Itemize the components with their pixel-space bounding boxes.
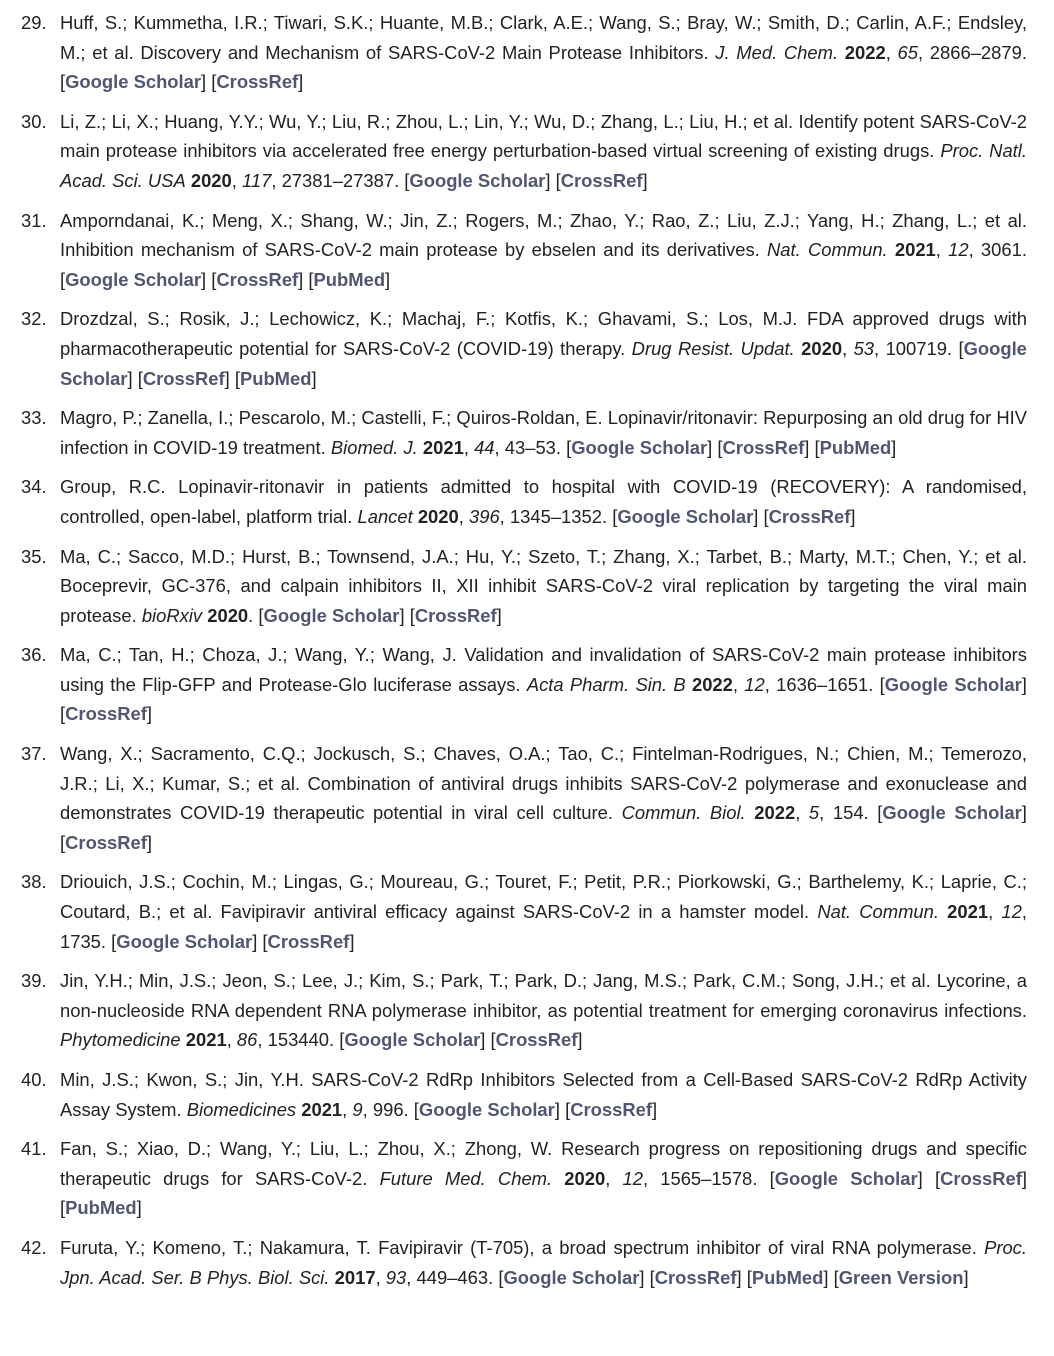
google-scholar-link[interactable]: Google Scholar xyxy=(65,268,202,290)
reference-pages: 996. xyxy=(372,1098,409,1120)
crossref-link[interactable]: CrossRef xyxy=(560,169,643,191)
reference-journal: Future Med. Chem. xyxy=(379,1167,553,1189)
reference-authors-title: Jin, Y.H.; Min, J.S.; Jeon, S.; Lee, J.; Kim, S.; Park, T.; Park, D.; Jang, M.S.; Park, C.M.; Song, J.H.; et al. Lycorine, a non-nucleoside RNA dependent RNA polymerase inhibitor, as potential treatment for emerging coronavirus infections. xyxy=(60,970,1027,1021)
reference-authors-title: Ma, C.; Sacco, M.D.; Hurst, B.; Townsend, J.A.; Hu, Y.; Szeto, T.; Zhang, X.; Tarbet, B.; Marty, M.T.; Chen, Y.; et al. Boceprevir, GC-376, and calpain inhibitors II, XII inhibit SARS-CoV-2 viral replication by targeting the viral main protease. xyxy=(60,545,1027,626)
reference-volume: 12 xyxy=(622,1167,643,1189)
reference-item xyxy=(21,304,1027,393)
reference-authors-title: Li, Z.; Li, X.; Huang, Y.Y.; Wu, Y.; Liu, R.; Zhou, L.; Lin, Y.; Wu, D.; Zhang, L.; Liu, H.; et al. Identify potent SARS-CoV-2 main protease inhibitors via accelerated free energy perturbation-based virtual screening of existing drugs. xyxy=(60,110,1027,162)
google-scholar-link[interactable]: Google Scholar xyxy=(409,169,546,191)
google-scholar-link[interactable]: Google Scholar xyxy=(116,930,253,952)
reference-text: Ma, C.; Tan, H.; Choza, J.; Wang, Y.; Wang, J. Validation and invalidation of SARS-CoV-2 main protease inhibitors using the Flip-GFP and Protease-Glo luciferase assays. Acta Pharm. Sin. B 2022, 12, 1636–1651. [Google Scholar] [CrossRef] xyxy=(60,644,1027,725)
reference-year: 2022 xyxy=(691,673,733,695)
reference-number: 31. xyxy=(21,209,47,231)
reference-volume: 5 xyxy=(808,802,820,824)
pubmed-link[interactable]: PubMed xyxy=(751,1266,824,1288)
google-scholar-link[interactable]: Google Scholar xyxy=(617,505,754,527)
reference-year: 2020 xyxy=(564,1167,606,1189)
crossref-link[interactable]: CrossRef xyxy=(65,703,147,725)
reference-year: 2021 xyxy=(301,1098,343,1120)
green-version-link[interactable]: Green Version xyxy=(838,1266,964,1288)
reference-year: 2022 xyxy=(844,41,886,63)
reference-number: 40. xyxy=(21,1069,47,1090)
crossref-link[interactable]: CrossRef xyxy=(414,604,497,626)
reference-pages: 154. xyxy=(832,802,869,824)
reference-volume: 396 xyxy=(468,505,500,527)
crossref-link[interactable]: CrossRef xyxy=(768,505,851,527)
reference-item xyxy=(21,206,1027,295)
reference-number: 41. xyxy=(21,1138,47,1160)
reference-item xyxy=(21,1134,1027,1223)
crossref-link[interactable]: CrossRef xyxy=(216,268,299,290)
reference-text: Fan, S.; Xiao, D.; Wang, Y.; Liu, L.; Zhou, X.; Zhong, W. Research progress on repositioning drugs and specific therapeutic drugs for SARS-CoV-2. Future Med. Chem. 2020, 12, 1565–1578. [Google Scholar] [CrossRef] [PubMed] xyxy=(60,1138,1027,1219)
crossref-link[interactable]: CrossRef xyxy=(65,831,147,853)
crossref-link[interactable]: CrossRef xyxy=(722,436,805,458)
reference-text: Huff, S.; Kummetha, I.R.; Tiwari, S.K.; Huante, M.B.; Clark, A.E.; Wang, S.; Bray, W.; Smith, D.; Carlin, A.F.; Endsley, M.; et al. Discovery and Mechanism of SARS-CoV-2 Main Protease Inhibitors. J. Med. Chem. 2022, 65, 2866–2879. [Google Scholar] [CrossRef] xyxy=(60,12,1027,93)
google-scholar-link[interactable]: Google Scholar xyxy=(344,1029,481,1051)
crossref-link[interactable]: CrossRef xyxy=(216,71,299,93)
reference-number: 39. xyxy=(21,970,47,992)
google-scholar-link[interactable]: Google Scholar xyxy=(884,673,1022,695)
reference-volume: 12 xyxy=(1001,901,1022,923)
reference-item xyxy=(21,542,1027,631)
crossref-link[interactable]: CrossRef xyxy=(267,930,350,952)
reference-pages: 100719. xyxy=(885,337,953,359)
reference-volume: 65 xyxy=(897,41,918,63)
reference-volume: 44 xyxy=(474,436,495,458)
reference-authors-title: Ma, C.; Tan, H.; Choza, J.; Wang, Y.; Wang, J. Validation and invalidation of SARS-CoV-2 main protease inhibitors using the Flip-GFP and Protease-Glo luciferase assays. xyxy=(60,644,1027,695)
reference-year: 2021 xyxy=(185,1029,227,1051)
reference-authors-title: Driouich, J.S.; Cochin, M.; Lingas, G.; Moureau, G.; Touret, F.; Petit, P.R.; Piorkowski, G.; Barthelemy, K.; Laprie, C.; Coutard, B.; et al. Favipiravir antiviral efficacy against SARS-CoV-2 in a hamster model. xyxy=(60,871,1027,923)
reference-text: Magro, P.; Zanella, I.; Pescarolo, M.; Castelli, F.; Quiros-Roldan, E. Lopinavir/ritonavir: Repurposing an old drug for HIV infection in COVID-19 treatment. Biomed. J. 2021, 44, 43–53. [Google Scholar] [CrossRef] [PubMed] xyxy=(60,407,1027,458)
reference-pages: 1735. xyxy=(60,930,107,952)
reference-journal: Lancet xyxy=(357,505,413,527)
reference-pages: 1636–1651. xyxy=(776,673,874,695)
reference-text: Ma, C.; Sacco, M.D.; Hurst, B.; Townsend, J.A.; Hu, Y.; Szeto, T.; Zhang, X.; Tarbet, B.; Marty, M.T.; Chen, Y.; et al. Boceprevir, GC-376, and calpain inhibitors II, XII inhibit SARS-CoV-2 viral replication by targeting the viral main protease. bioRxiv 2020. [Google Scholar] [CrossRef] xyxy=(60,545,1027,626)
google-scholar-link[interactable]: Google Scholar xyxy=(882,802,1022,824)
reference-number: 36. xyxy=(21,644,47,666)
pubmed-link[interactable]: PubMed xyxy=(819,436,892,458)
reference-pages: 1565–1578. xyxy=(660,1167,758,1189)
reference-text: Furuta, Y.; Komeno, T.; Nakamura, T. Favipiravir (T-705), a broad spectrum inhibitor of viral RNA polymerase. Proc. Jpn. Acad. Ser. B Phys. Biol. Sci. 2017, 93, 449–463. [Google Scholar] [CrossRef] [PubMed] [Green Version] xyxy=(60,1236,1027,1288)
reference-number: 30. xyxy=(21,110,47,132)
reference-journal: Biomedicines xyxy=(186,1098,297,1120)
crossref-link[interactable]: CrossRef xyxy=(654,1266,737,1288)
google-scholar-link[interactable]: Google Scholar xyxy=(571,436,708,458)
reference-number: 42. xyxy=(21,1236,47,1258)
reference-number: 35. xyxy=(21,545,47,567)
reference-journal: J. Med. Chem. xyxy=(715,41,839,63)
reference-journal: Proc. Natl. Acad. Sci. USA xyxy=(60,140,1027,191)
reference-pages: 449–463. xyxy=(416,1266,494,1288)
reference-volume: 117 xyxy=(242,169,272,191)
reference-year: 2017 xyxy=(334,1266,376,1288)
pubmed-link[interactable]: PubMed xyxy=(65,1197,137,1219)
google-scholar-link[interactable]: Google Scholar xyxy=(65,71,202,93)
reference-authors-title: Group, R.C. Lopinavir-ritonavir in patients admitted to hospital with COVID-19 (RECOVERY): A randomised, controlled, open-label, platform trial. xyxy=(60,476,1027,527)
reference-volume: 93 xyxy=(385,1266,407,1288)
reference-journal: bioRxiv xyxy=(141,604,203,626)
reference-volume: 9 xyxy=(352,1098,363,1120)
reference-item xyxy=(21,472,1027,531)
reference-text: Li, Z.; Li, X.; Huang, Y.Y.; Wu, Y.; Liu, R.; Zhou, L.; Lin, Y.; Wu, D.; Zhang, L.; Liu, H.; et al. Identify potent SARS-CoV-2 main protease inhibitors via accelerated free energy perturbation-based virtual screening of existing drugs. Proc. Natl. Acad. Sci. USA 2020, 117, 27381–27387. [Google Scholar] [CrossRef] xyxy=(60,110,1027,191)
reference-journal: Commun. Biol. xyxy=(621,802,746,824)
pubmed-link[interactable]: PubMed xyxy=(239,367,312,389)
google-scholar-link[interactable]: Google Scholar xyxy=(263,604,400,626)
reference-authors-title: Min, J.S.; Kwon, S.; Jin, Y.H. SARS-CoV-2 RdRp Inhibitors Selected from a Cell-Based SARS-CoV-2 RdRp Activity Assay System. xyxy=(60,1069,1027,1120)
reference-volume: 12 xyxy=(744,673,765,695)
crossref-link[interactable]: CrossRef xyxy=(940,1167,1022,1189)
reference-item xyxy=(21,739,1027,857)
reference-volume: 53 xyxy=(853,337,875,359)
reference-item xyxy=(21,8,1027,97)
google-scholar-link[interactable]: Google Scholar xyxy=(418,1098,555,1120)
reference-journal: Biomed. J. xyxy=(330,436,418,458)
crossref-link[interactable]: CrossRef xyxy=(495,1029,578,1051)
reference-year: 2021 xyxy=(947,901,989,923)
reference-authors-title: Huff, S.; Kummetha, I.R.; Tiwari, S.K.; Huante, M.B.; Clark, A.E.; Wang, S.; Bray, W.; Smith, D.; Carlin, A.F.; Endsley, M.; et al. Discovery and Mechanism of SARS-CoV-2 Main Protease Inhibitors. xyxy=(60,12,1027,63)
reference-volume: 12 xyxy=(948,239,969,261)
reference-item xyxy=(21,966,1027,1055)
reference-journal: Phytomedicine xyxy=(60,1029,181,1051)
google-scholar-link[interactable]: Google Scholar xyxy=(60,337,1027,389)
reference-authors-title: Furuta, Y.; Komeno, T.; Nakamura, T. Favipiravir (T-705), a broad spectrum inhibitor of viral RNA polymerase. xyxy=(60,1236,977,1258)
reference-text: Group, R.C. Lopinavir-ritonavir in patients admitted to hospital with COVID-19 (RECOVERY): A randomised, controlled, open-label, platform trial. Lancet 2020, 396, 1345–1352. [Google Scholar] [CrossRef] xyxy=(60,476,1027,527)
reference-pages: 3061. xyxy=(980,239,1027,261)
reference-text: Jin, Y.H.; Min, J.S.; Jeon, S.; Lee, J.; Kim, S.; Park, T.; Park, D.; Jang, M.S.; Park, C.M.; Song, J.H.; et al. Lycorine, a non-nucleoside RNA dependent RNA polymerase inhibitor, as potential treatment for emerging coronavirus infections. Phytomedicine 2021, 86, 153440. [Google Scholar] [CrossRef] xyxy=(60,970,1027,1051)
reference-text: Driouich, J.S.; Cochin, M.; Lingas, G.; Moureau, G.; Touret, F.; Petit, P.R.; Piorkowski, G.; Barthelemy, K.; Laprie, C.; Coutard, B.; et al. Favipiravir antiviral efficacy against SARS-CoV-2 in a hamster model. Nat. Commun. 2021, 12, 1735. [Google Scholar] [CrossRef] xyxy=(60,871,1027,952)
pubmed-link[interactable]: PubMed xyxy=(313,268,386,290)
reference-item xyxy=(21,1233,1027,1292)
reference-item xyxy=(21,867,1027,956)
reference-year: 2020 xyxy=(801,337,843,359)
reference-journal: Nat. Commun. xyxy=(817,901,939,923)
reference-pages: 43–53. xyxy=(504,436,562,458)
reference-pages: 153440. xyxy=(267,1029,335,1051)
reference-year: 2020 xyxy=(417,505,459,527)
reference-journal: Nat. Commun. xyxy=(767,239,888,261)
reference-item xyxy=(21,403,1027,462)
reference-item xyxy=(21,107,1027,196)
reference-number: 34. xyxy=(21,476,47,498)
reference-item xyxy=(21,1065,1027,1124)
reference-text: Wang, X.; Sacramento, C.Q.; Jockusch, S.; Chaves, O.A.; Tao, C.; Fintelman-Rodrigues, N.; Chien, M.; Temerozo, J.R.; Li, X.; Kumar, S.; et al. Combination of antiviral drugs inhibits SARS-CoV-2 polymerase and exonuclease and demonstrates COVID-19 therapeutic potential in viral cell culture. Commun. Biol. 2022, 5, 154. [Google Scholar] [CrossRef] xyxy=(60,743,1027,853)
reference-authors-title: Magro, P.; Zanella, I.; Pescarolo, M.; Castelli, F.; Quiros-Roldan, E. Lopinavir/ritonavir: Repurposing an old drug for HIV infection in COVID-19 treatment. xyxy=(60,407,1027,458)
reference-number: 32. xyxy=(21,308,47,330)
reference-journal: Drug Resist. Updat. xyxy=(631,337,795,359)
reference-volume: 86 xyxy=(236,1029,258,1051)
reference-number: 37. xyxy=(21,743,47,765)
reference-journal: Acta Pharm. Sin. B xyxy=(526,673,686,695)
google-scholar-link[interactable]: Google Scholar xyxy=(774,1167,918,1189)
reference-pages: 27381–27387. xyxy=(281,169,400,191)
crossref-link[interactable]: CrossRef xyxy=(570,1098,652,1120)
reference-year: 2021 xyxy=(422,436,464,458)
reference-year: 2020 xyxy=(207,604,249,626)
reference-pages: 1345–1352. xyxy=(509,505,608,527)
reference-year: 2022 xyxy=(754,802,796,824)
crossref-link[interactable]: CrossRef xyxy=(142,367,225,389)
reference-authors-title: Fan, S.; Xiao, D.; Wang, Y.; Liu, L.; Zhou, X.; Zhong, W. Research progress on repositioning drugs and specific therapeutic drugs for SARS-CoV-2. xyxy=(60,1138,1027,1189)
reference-authors-title: Wang, X.; Sacramento, C.Q.; Jockusch, S.; Chaves, O.A.; Tao, C.; Fintelman-Rodrigues, N.; Chien, M.; Temerozo, J.R.; Li, X.; Kumar, S.; et al. Combination of antiviral drugs inhibits SARS-CoV-2 polymerase and exonuclease and demonstrates COVID-19 therapeutic potential in viral cell culture. xyxy=(60,743,1027,824)
reference-pages: 2866–2879. xyxy=(929,41,1027,63)
reference-year: 2021 xyxy=(894,239,936,261)
reference-number: 33. xyxy=(21,407,47,429)
reference-item xyxy=(21,640,1027,729)
reference-number: 38. xyxy=(21,871,47,893)
reference-text: Drozdzal, S.; Rosik, J.; Lechowicz, K.; Machaj, F.; Kotfis, K.; Ghavami, S.; Los, M.J. FDA approved drugs with pharmacotherapeutic potential for SARS-CoV-2 (COVID-19) therapy. Drug Resist. Updat. 2020, 53, 100719. [Google Scholar] [CrossRef] [PubMed] xyxy=(60,308,1027,389)
reference-journal: Proc. Jpn. Acad. Ser. B Phys. Biol. Sci. xyxy=(60,1236,1027,1288)
reference-authors-title: Drozdzal, S.; Rosik, J.; Lechowicz, K.; Machaj, F.; Kotfis, K.; Ghavami, S.; Los, M.J. FDA approved drugs with pharmacotherapeutic potential for SARS-CoV-2 (COVID-19) therapy. xyxy=(60,308,1027,359)
reference-text: Amporndanai, K.; Meng, X.; Shang, W.; Jin, Z.; Rogers, M.; Zhao, Y.; Rao, Z.; Liu, Z.J.; Yang, H.; Zhang, L.; et al. Inhibition mechanism of SARS-CoV-2 main protease by ebselen and its derivatives. Nat. Commun. 2021, 12, 3061. [Google Scholar] [CrossRef] [PubMed] xyxy=(60,209,1027,290)
reference-year: 2020 xyxy=(190,169,232,191)
google-scholar-link[interactable]: Google Scholar xyxy=(503,1266,640,1288)
reference-authors-title: Amporndanai, K.; Meng, X.; Shang, W.; Jin, Z.; Rogers, M.; Zhao, Y.; Rao, Z.; Liu, Z.J.; Yang, H.; Zhang, L.; et al. Inhibition mechanism of SARS-CoV-2 main protease by ebselen and its derivatives. xyxy=(60,209,1027,261)
reference-number: 29. xyxy=(21,12,47,33)
reference-text: Min, J.S.; Kwon, S.; Jin, Y.H. SARS-CoV-2 RdRp Inhibitors Selected from a Cell-Based SARS-CoV-2 RdRp Activity Assay System. Biomedicines 2021, 9, 996. [Google Scholar] [CrossRef] xyxy=(60,1069,1027,1120)
